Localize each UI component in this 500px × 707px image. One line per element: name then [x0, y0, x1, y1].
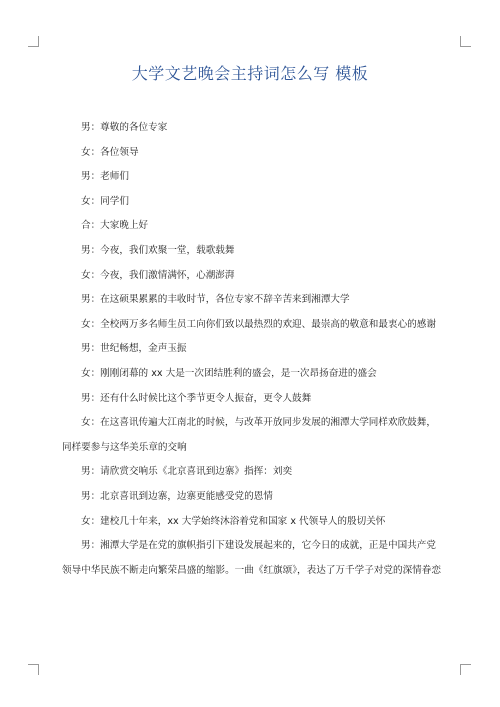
paragraph: 男：北京喜讯到边寨，边寨更能感受党的恩情	[81, 490, 273, 502]
paragraph: 女：刚刚闭幕的 xx 大是一次团结胜利的盛会，是一次昂扬奋进的盛会	[81, 367, 377, 379]
crop-mark-bottom-right	[460, 664, 471, 675]
paragraph: 男：今夜，我们欢聚一堂，载歌载舞	[81, 244, 235, 256]
paragraph: 男：尊敬的各位专家	[81, 122, 168, 133]
crop-mark-bottom-left	[28, 664, 39, 675]
paragraph: 男：湘潭大学是在党的旗帜指引下建设发展起来的，它今日的成就，正是中国共产党领导中华民族不断走向繁荣昌盛的缩影。一曲《红旗颂》，表达了万千学子对党的深情眷恋	[62, 540, 441, 576]
paragraph: 男：世纪畅想，金声玉振	[81, 343, 187, 355]
crop-mark-top-right	[460, 36, 471, 47]
paragraph: 女：建校几十年来，xx 大学始终沐浴着党和国家 x 代领导人的殷切关怀	[81, 515, 386, 527]
paragraph: 男：在这硕果累累的丰收时节，各位专家不辞辛苦来到湘潭大学	[81, 294, 350, 306]
paragraph: 男：老师们	[81, 171, 129, 183]
paragraph: 女：今夜，我们激情满怀，心潮澎湃	[81, 269, 235, 281]
document-title: 大学文艺晚会主持词怎么写 模板	[131, 64, 369, 83]
paragraph: 合：大家晚上好	[81, 220, 149, 232]
crop-mark-top-left	[28, 36, 39, 47]
paragraph: 女：同学们	[81, 195, 129, 207]
paragraph: 男：还有什么时候比这个季节更令人振奋，更令人鼓舞	[81, 392, 312, 404]
paragraph: 女：全校两万多名师生员工向你们致以最热烈的欢迎、最崇高的敬意和最衷心的感谢	[81, 318, 436, 330]
paragraph: 女：各位领导	[81, 146, 139, 158]
paragraph: 女：在这喜讯传遍大江南北的时候，与改革开放同步发展的湘潭大学同样欢欣鼓舞，同样要参与这华美乐章的交响	[62, 417, 436, 453]
paragraph: 男：请欣赏交响乐《北京喜讯到边寨》指挥：刘奕	[81, 466, 293, 478]
document-body	[62, 116, 442, 583]
